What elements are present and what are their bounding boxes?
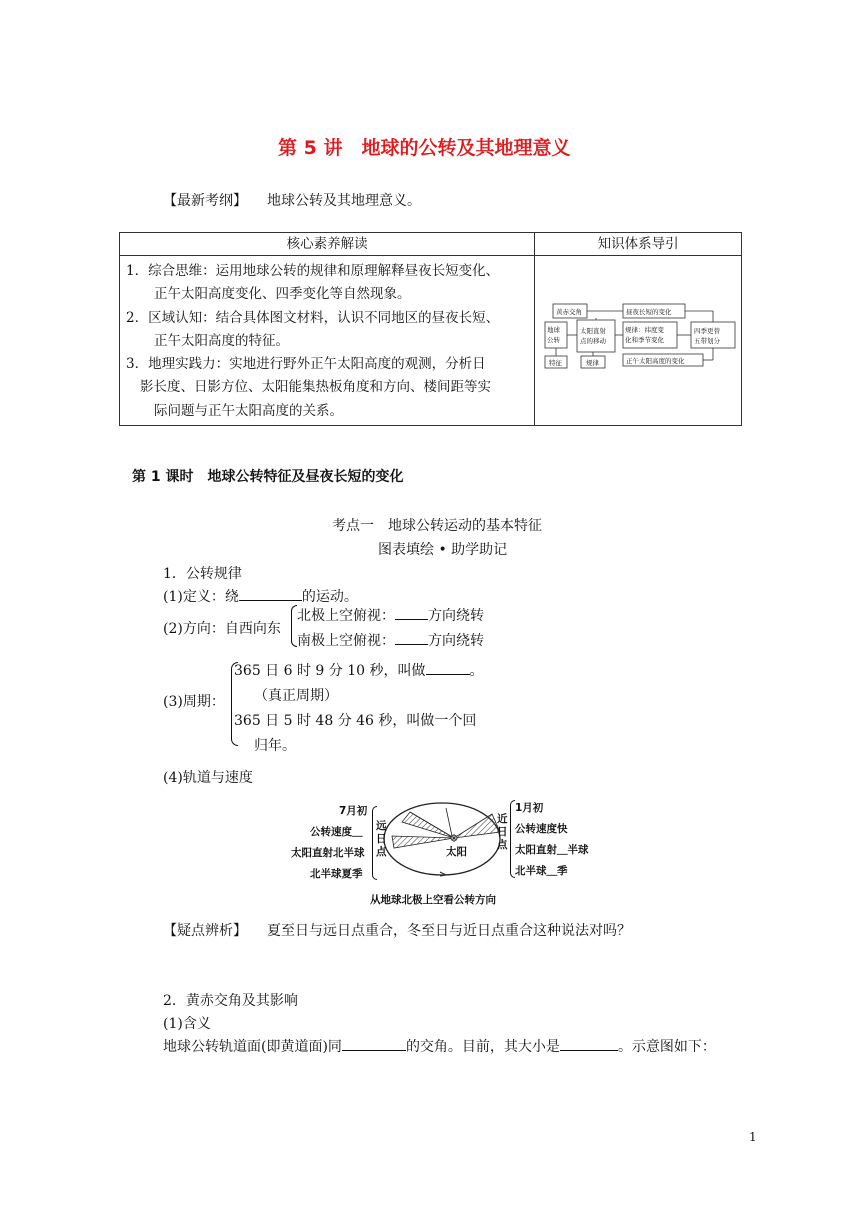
period-tropical-2: 归年。 xyxy=(254,738,296,754)
section-1-heading: 1．公转规律 xyxy=(163,566,242,582)
mindmap-cell xyxy=(535,256,742,426)
orbit-label: (4)轨道与速度 xyxy=(163,770,253,786)
mm-law: 规律 xyxy=(586,359,600,367)
mm-noon: 正午太阳高度的变化 xyxy=(626,357,685,365)
jan-label: 1月初 xyxy=(515,802,544,814)
period-tropical: 365 日 5 时 48 分 46 秒，叫做一个回 xyxy=(234,713,477,729)
mm-daylen: 昼夜长短的变化 xyxy=(626,308,672,316)
mm-tilt: 黄赤交角 xyxy=(556,308,583,316)
mm-subsolar: 太阳直射 xyxy=(580,327,607,335)
page-number: 1 xyxy=(749,1130,757,1144)
direct-right-label: 太阳直射＿半球 xyxy=(515,844,589,856)
svg-text:化和季节变化: 化和季节变化 xyxy=(625,336,665,344)
direction-north: 北极上空俯视： 方向绕转 xyxy=(297,608,484,624)
knowledge-mindmap xyxy=(535,256,741,412)
meaning-line: 地球公转轨道面(即黄道面)同 的交角。目前，其大小是 。示意图如下： xyxy=(163,1039,716,1055)
svg-text:公转: 公转 xyxy=(547,336,561,344)
point-title: 考点一 地球公转运动的基本特征 xyxy=(332,518,542,534)
jul-label: 7月初 xyxy=(339,805,368,817)
svg-text:五带划分: 五带划分 xyxy=(694,337,721,345)
lesson-title: 第 1 课时 地球公转特征及昼夜长短的变化 xyxy=(132,469,404,485)
doubt-line xyxy=(163,920,631,940)
definition-line: (1)定义：绕 的运动。 xyxy=(163,589,358,605)
col1-header: 核心素养解读 xyxy=(120,233,535,256)
page-title: 第 5 讲 地球的公转及其地理意义 xyxy=(278,137,571,159)
meaning-heading: (1)含义 xyxy=(163,1016,211,1032)
direction-south: 南极上空俯视： 方向绕转 xyxy=(297,633,484,649)
sub-title: 图表填绘 • 助学助记 xyxy=(378,542,508,558)
syllabus-line xyxy=(163,190,421,210)
period-true: （真正周期） xyxy=(254,688,338,704)
col2-header: 知识体系导引 xyxy=(535,233,742,256)
sun-label: 太阳 xyxy=(446,846,467,858)
perihelion-label: 近 日 点 xyxy=(497,813,508,851)
syllabus-tag: 【最新考纲】 xyxy=(163,193,247,209)
perihelion-sector xyxy=(454,814,500,838)
speed-right-label: 公转速度快 xyxy=(515,823,568,835)
orbit-diagram xyxy=(380,796,508,884)
definition-blank xyxy=(239,588,302,601)
period-label: (3)周期： xyxy=(163,694,225,710)
literacy-item-3: 3．地理实践力：实地进行野外正午太阳高度的观测，分析日 影长度、日影方位、太阳能集热板角度和方向、楼间距等实 际问题与正午太阳高度的关系。 xyxy=(126,356,491,419)
aphelion-label: 远 日 点 xyxy=(376,820,387,858)
mm-law2: 规律：纬度变 xyxy=(625,326,665,334)
core-literacy-table xyxy=(119,232,742,426)
literacy-item-2: 2．区域认知：结合具体图文材料，认识不同地区的昼夜长短、 正午太阳高度的特征。 xyxy=(126,309,500,349)
orbit-arrow-icon xyxy=(440,872,446,876)
aphelion-sector xyxy=(402,812,454,838)
speed-left-label: 公转速度＿ xyxy=(310,826,363,838)
direct-left-label: 太阳直射北半球 xyxy=(291,847,365,859)
figure-caption: 从地球北极上空看公转方向 xyxy=(370,894,496,906)
period-sidereal: 365 日 6 时 9 分 10 秒，叫做 。 xyxy=(234,663,484,679)
direction-label: (2)方向：自西向东 xyxy=(163,621,281,637)
svg-text:点的移动: 点的移动 xyxy=(580,337,607,345)
doubt-text: 夏至日与远日点重合，冬至日与近日点重合这种说法对吗？ xyxy=(267,923,631,939)
mm-features: 特征 xyxy=(549,359,563,367)
literacy-cell xyxy=(120,256,535,426)
section-2-heading: 2．黄赤交角及其影响 xyxy=(163,993,298,1009)
summer-label: 北半球夏季 xyxy=(310,868,363,880)
syllabus-text: 地球公转及其地理意义。 xyxy=(267,193,421,209)
nh-season-label: 北半球＿季 xyxy=(515,865,568,877)
literacy-item-1: 1．综合思维：运用地球公转的规律和原理解释昼夜长短变化、 正午太阳高度变化、四季变化等自然现象。 xyxy=(126,263,500,303)
mm-seasons: 四季更替 xyxy=(694,327,721,335)
mm-earth-rev: 地球 xyxy=(547,326,561,334)
doubt-tag: 【疑点辨析】 xyxy=(163,923,247,939)
